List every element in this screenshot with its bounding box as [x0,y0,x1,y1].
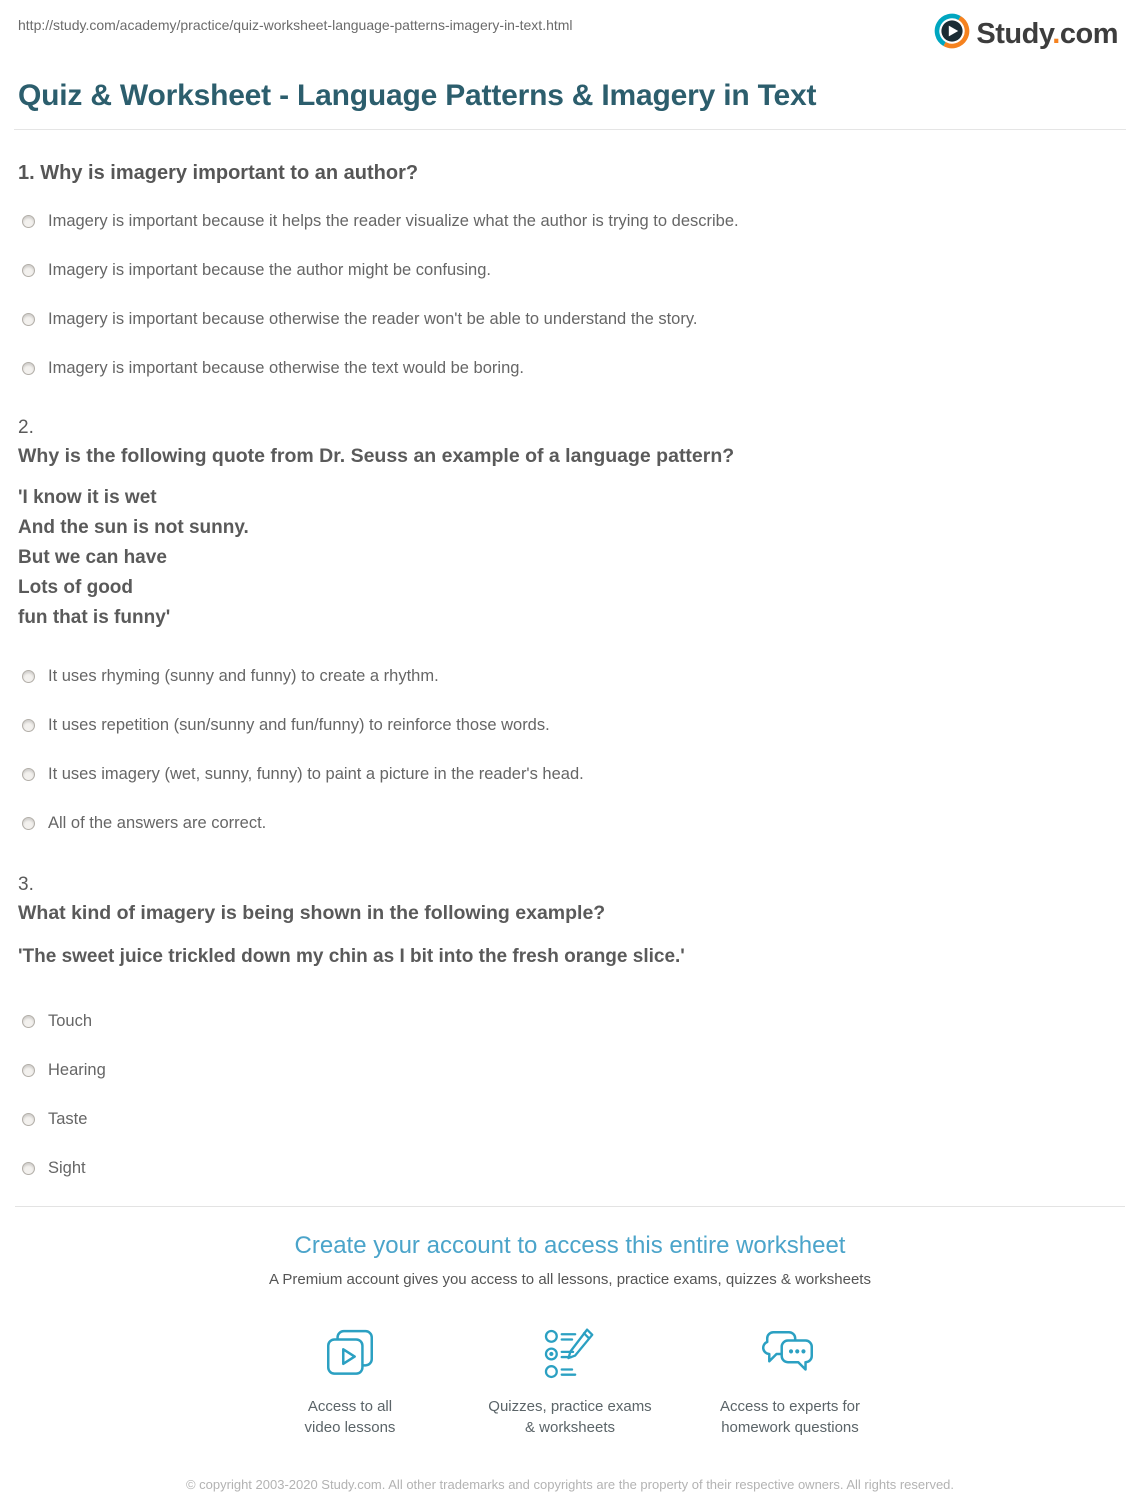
option-label: Imagery is important because otherwise the reader won't be able to understand the story. [48,310,698,328]
video-lessons-icon [240,1326,460,1384]
radio-q1-option-3[interactable] [22,313,35,326]
radio-q1-option-1[interactable] [22,215,35,228]
radio-q3-option-1[interactable] [22,1015,35,1028]
feature-caption: Quizzes, practice exams & worksheets [488,1398,652,1436]
question-2 [18,415,1110,834]
option-label: Taste [48,1110,88,1128]
radio-q2-option-1[interactable] [22,670,35,683]
option-label: Hearing [48,1061,106,1079]
feature-caption: Access to experts for homework questions [719,1398,861,1436]
question-2-text: Why is the following quote from Dr. Seuss an example of a language pattern? [18,445,735,467]
question-3 [18,872,1110,1179]
quote-line: 'I know it is wet [18,487,157,508]
question-1-option-3[interactable] [22,308,1110,330]
option-label: Imagery is important because the author might be confusing. [48,261,491,279]
feature-list [0,1326,1140,1438]
quote-line: 'The sweet juice trickled down my chin as I bit into the fresh orange slice.' [18,946,685,967]
question-3-number: 3. [18,874,34,895]
question-3-option-1[interactable] [22,1010,1110,1032]
question-2-option-3[interactable] [22,763,1110,785]
option-label: It uses imagery (wet, sunny, funny) to paint a picture in the reader's head. [48,765,584,783]
question-2-option-1[interactable] [22,665,1110,687]
create-account-section [0,1231,1140,1438]
radio-q3-option-2[interactable] [22,1064,35,1077]
question-2-options [18,665,1110,834]
radio-q2-option-2[interactable] [22,719,35,732]
radio-q3-option-4[interactable] [22,1162,35,1175]
question-3-text: What kind of imagery is being shown in the following example? [18,902,606,924]
radio-q1-option-2[interactable] [22,264,35,277]
question-1-heading: 1. Why is imagery important to an author? [18,162,419,184]
page-footer [0,1476,1140,1494]
study-logo-icon [934,13,970,54]
question-3-options [18,1010,1110,1179]
option-label: Sight [48,1159,86,1177]
question-1-option-1[interactable] [22,210,1110,232]
page-header [0,0,1140,54]
option-label: It uses rhyming (sunny and funny) to create a rhythm. [48,667,439,685]
title-divider [14,129,1126,130]
quote-line: And the sun is not sunny. [18,517,249,538]
study-logo[interactable] [934,13,1118,54]
quote-line: Lots of good [18,577,134,598]
question-3-option-2[interactable] [22,1059,1110,1081]
page-url: http://study.com/academy/practice/quiz-worksheet-language-patterns-imagery-in-text.html [18,17,573,33]
chat-experts-icon [680,1326,900,1384]
study-logo-text: Study.com [976,17,1118,50]
question-3-option-3[interactable] [22,1108,1110,1130]
radio-q3-option-3[interactable] [22,1113,35,1126]
radio-q2-option-3[interactable] [22,768,35,781]
create-account-link[interactable]: Create your account to access this entire worksheet [294,1232,846,1259]
option-label: All of the answers are correct. [48,814,267,832]
question-1-options [18,210,1110,379]
radio-q2-option-4[interactable] [22,817,35,830]
question-1-option-2[interactable] [22,259,1110,281]
question-3-option-4[interactable] [22,1157,1110,1179]
option-label: Imagery is important because it helps the reader visualize what the author is trying to describe. [48,212,739,230]
question-2-quote [18,483,1110,633]
question-1 [18,160,1110,379]
quote-line: fun that is funny' [18,607,171,628]
quiz-pencil-icon [460,1326,680,1384]
quote-line: But we can have [18,547,167,568]
radio-q1-option-4[interactable] [22,362,35,375]
option-label: It uses repetition (sun/sunny and fun/funny) to reinforce those words. [48,716,550,734]
copyright-text: © copyright 2003-2020 Study.com. All other trademarks and copyrights are the property of their respective owners. All rights reserved. [185,1477,955,1492]
question-2-number: 2. [18,417,34,438]
question-1-option-4[interactable] [22,357,1110,379]
page-title: Quiz & Worksheet - Language Patterns & Imagery in Text [18,79,817,112]
option-label: Imagery is important because otherwise the text would be boring. [48,359,525,377]
question-2-option-4[interactable] [22,812,1110,834]
feature-video-lessons [240,1326,460,1438]
feature-caption: Access to all video lessons [304,1398,396,1436]
premium-subtitle: A Premium account gives you access to all lessons, practice exams, quizzes & worksheets [269,1271,871,1288]
feature-experts [680,1326,900,1438]
cta-divider [15,1206,1125,1207]
option-label: Touch [48,1012,93,1030]
feature-quizzes [460,1326,680,1438]
question-3-quote [18,942,1110,972]
question-2-option-2[interactable] [22,714,1110,736]
